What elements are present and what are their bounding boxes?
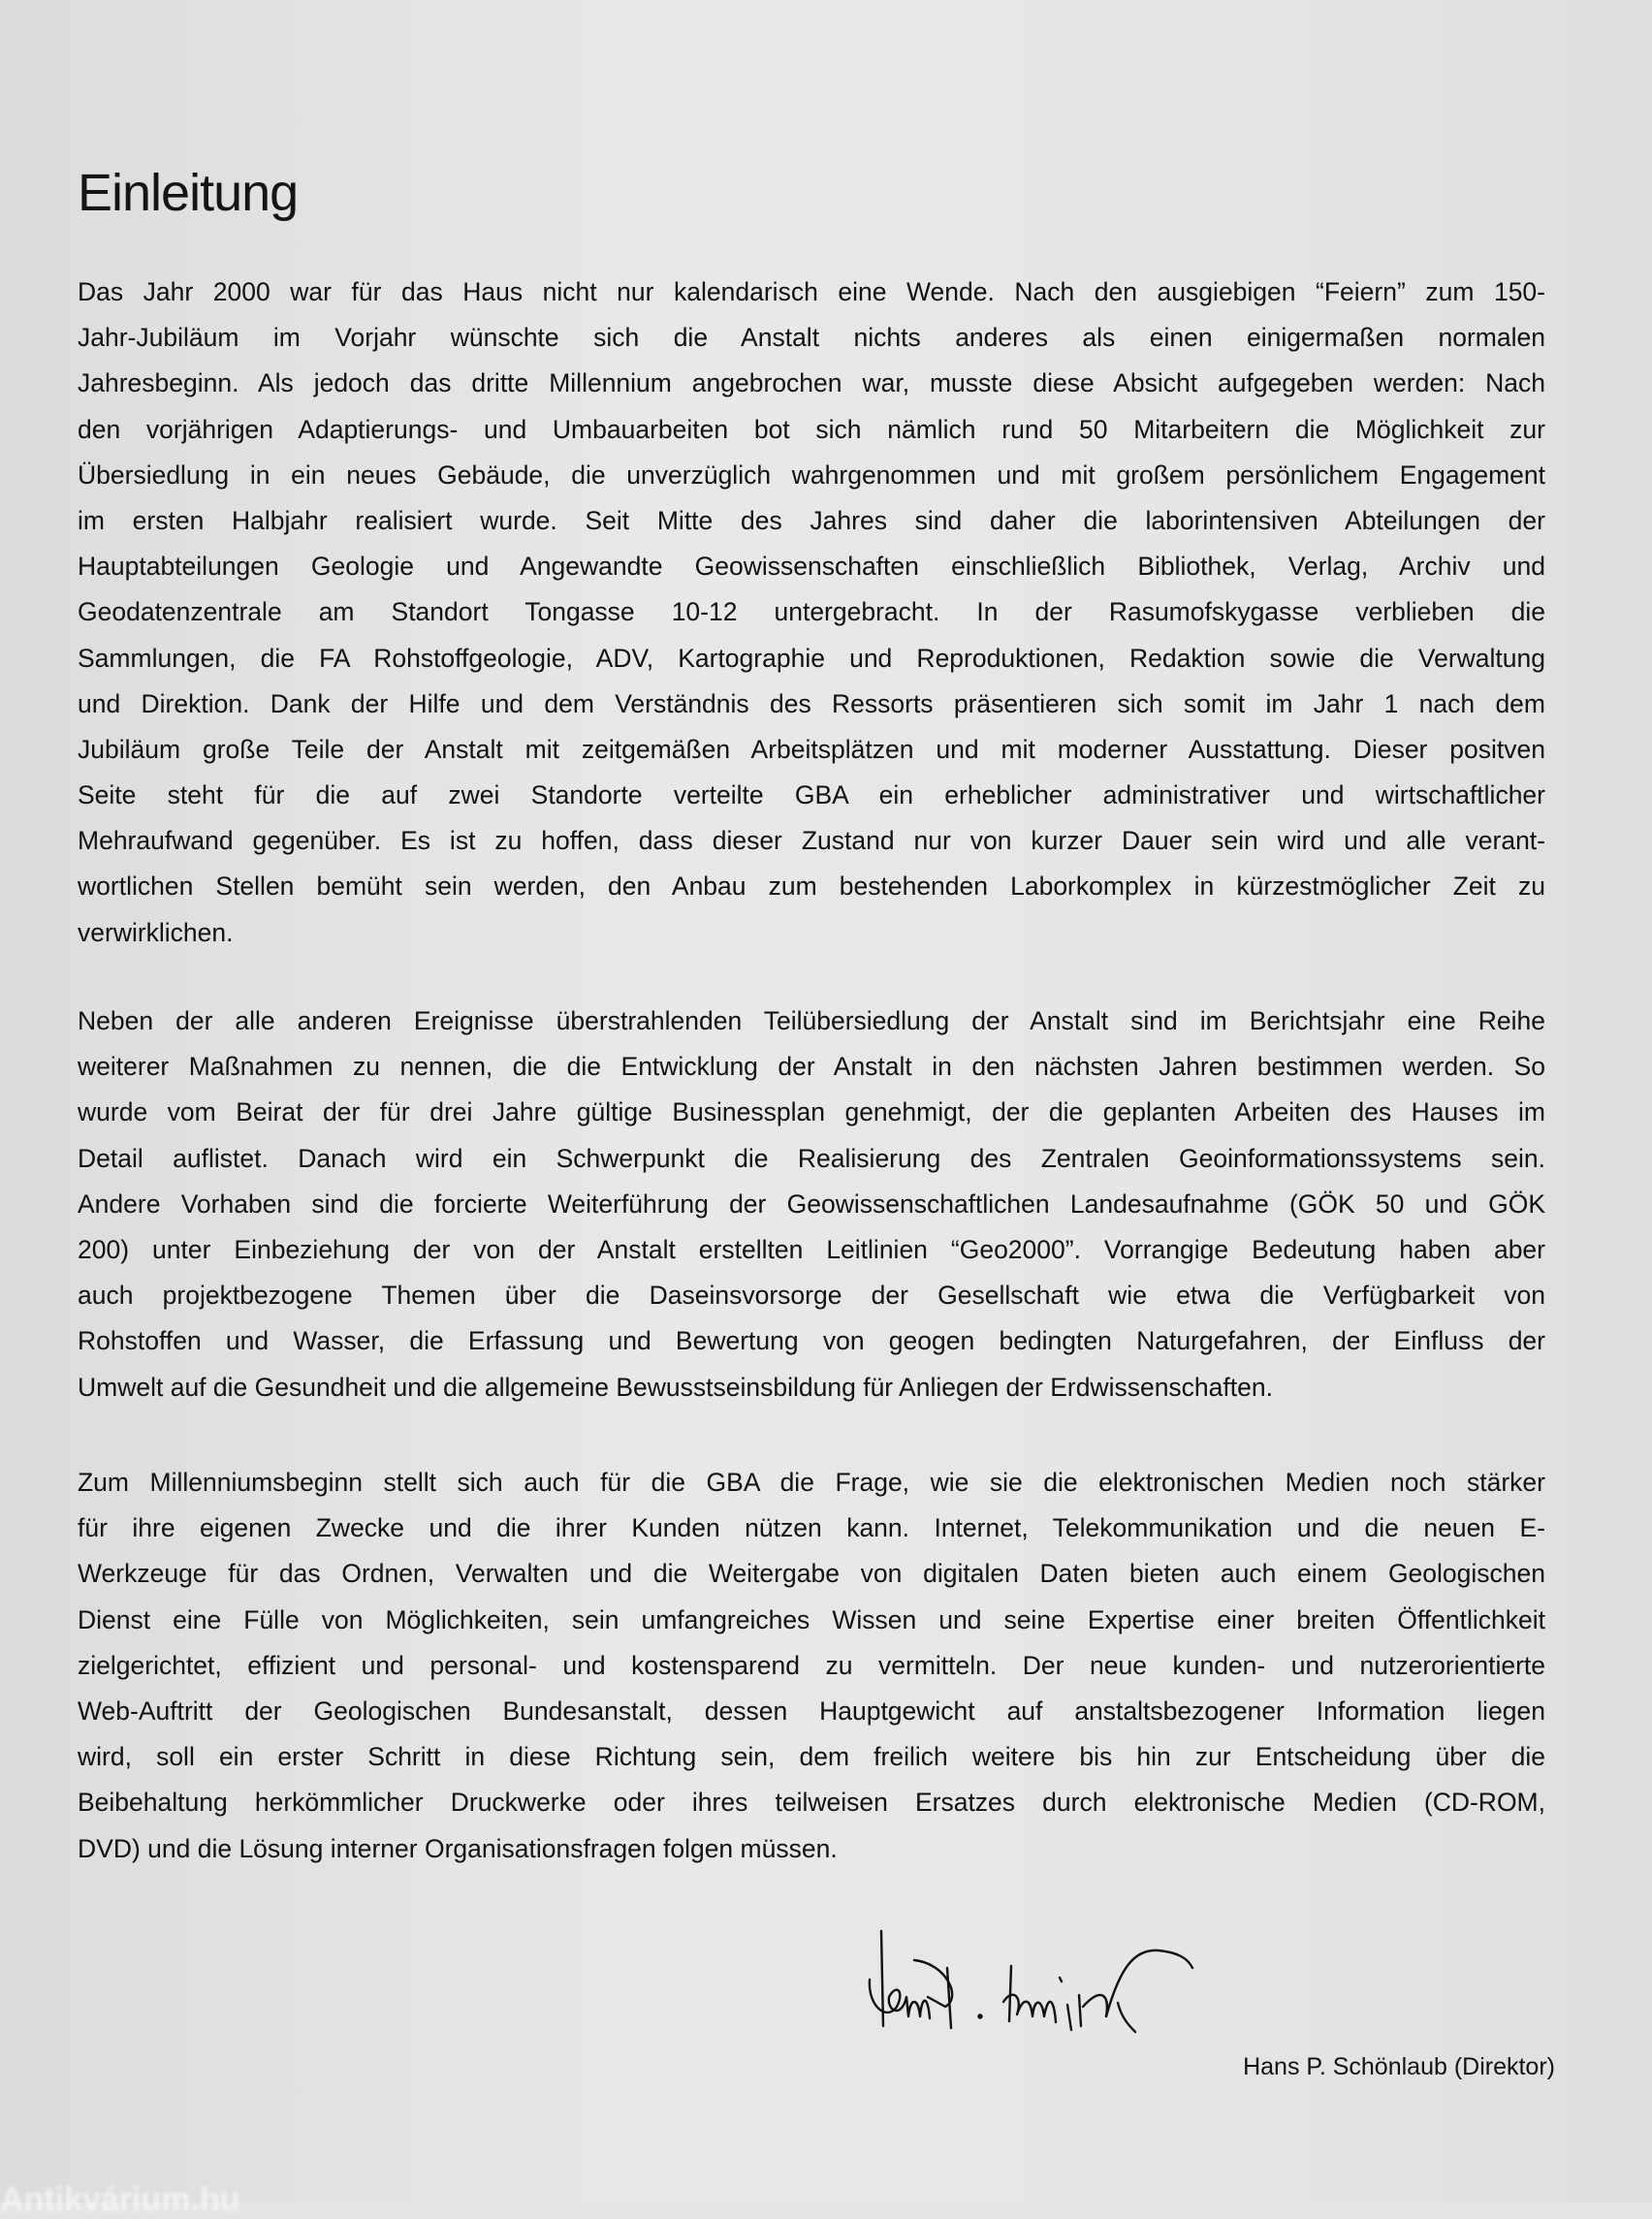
text-line: Andere Vorhaben sind die forcierte Weiterführung der Geowissenschaftlichen Landesaufnahme (GÖK 50 und GÖK: [78, 1189, 1545, 1219]
text-line: für ihre eigenen Zwecke und die ihrer Kunden nützen kann. Internet, Telekommunikation und die neuen E-: [78, 1513, 1545, 1543]
text-line: verwirklichen.: [78, 917, 234, 947]
text-line: Jubiläum große Teile der Anstalt mit zeitgemäßen Arbeitsplätzen und mit moderner Ausstattung. Dieser positven: [78, 734, 1545, 764]
text-line: Detail auflistet. Danach wird ein Schwerpunkt die Realisierung des Zentralen Geoinformationssystems sein.: [78, 1143, 1545, 1173]
text-line: Hauptabteilungen Geologie und Angewandte Geowissenschaften einschließlich Bibliothek, Verlag, Archiv und: [78, 552, 1545, 582]
watermark: Antikvárium.hu: [0, 2181, 240, 2218]
text-line: Umwelt auf die Gesundheit und die allgemeine Bewusstseinsbildung für Anliegen der Erdwissenschaften.: [78, 1372, 1273, 1402]
text-line: weiterer Maßnahmen zu nennen, die die Entwicklung der Anstalt in den nächsten Jahren bestimmen werden. So: [78, 1052, 1545, 1082]
text-line: wird, soll ein erster Schritt in diese Richtung sein, dem freilich weitere bis hin zur Entscheidung über die: [78, 1742, 1545, 1772]
text-line: DVD) und die Lösung interner Organisationsfragen folgen müssen.: [78, 1833, 838, 1863]
text-line: Neben der alle anderen Ereignisse überstrahlenden Teilübersiedlung der Anstalt sind im Berichtsjahr eine Reihe: [78, 1006, 1545, 1035]
text-line: wortlichen Stellen bemüht sein werden, den Anbau zum bestehenden Laborkomplex in kürzestmöglicher Zeit zu: [78, 872, 1545, 902]
text-line: 200) unter Einbeziehung der von der Anstalt erstellten Leitlinien “Geo2000”. Vorrangige Bedeutung haben aber: [78, 1234, 1545, 1264]
signatory-name: Hans P. Schönlaub (Direktor): [1243, 2053, 1555, 2080]
page-title: Einleitung: [78, 164, 299, 222]
text-line: Zum Millenniumsbeginn stellt sich auch für die GBA die Frage, wie sie die elektronischen Medien noch stärker: [78, 1468, 1545, 1497]
paragraph-3: [78, 1460, 1545, 1872]
text-line: Rohstoffen und Wasser, die Erfassung und Bewertung von geogen bedingten Naturgefahren, der Einfluss der: [78, 1326, 1545, 1356]
text-line: Geodatenzentrale am Standort Tongasse 10-12 untergebracht. In der Rasumofskygasse verblieben die: [78, 597, 1545, 627]
text-line: Werkzeuge für das Ordnen, Verwalten und die Weitergabe von digitalen Daten bieten auch einem Geologischen: [78, 1559, 1545, 1589]
paragraph-2: [78, 999, 1545, 1411]
paragraph-1: [78, 269, 1545, 956]
text-line: Web-Auftritt der Geologischen Bundesanstalt, dessen Hauptgewicht auf anstaltsbezogener Information liegen: [78, 1696, 1545, 1726]
text-line: Seite steht für die auf zwei Standorte verteilte GBA ein erheblicher administrativer und wirtschaftlicher: [78, 780, 1545, 810]
text-line: Jahresbeginn. Als jedoch das dritte Millennium angebrochen war, musste diese Absicht aufgegeben werden: Nach: [78, 368, 1545, 398]
text-line: wurde vom Beirat der für drei Jahre gültige Businessplan genehmigt, der die geplanten Arbeiten des Hauses im: [78, 1097, 1545, 1127]
text-line: Das Jahr 2000 war für das Haus nicht nur kalendarisch eine Wende. Nach den ausgiebigen “Feiern” zum 150-: [78, 277, 1545, 306]
text-line: Jahr-Jubiläum im Vorjahr wünschte sich die Anstalt nichts anderes als einen einigermaßen normalen: [78, 323, 1545, 353]
text-line: Übersiedlung in ein neues Gebäude, die unverzüglich wahrgenommen und mit großem persönlichem Engagement: [78, 460, 1545, 490]
text-line: Beibehaltung herkömmlicher Druckwerke oder ihres teilweisen Ersatzes durch elektronische Medien (CD-ROM,: [78, 1788, 1545, 1818]
text-line: auch projektbezogene Themen über die Daseinsvorsorge der Gesellschaft wie etwa die Verfügbarkeit von: [78, 1281, 1545, 1311]
text-line: im ersten Halbjahr realisiert wurde. Seit Mitte des Jahres sind daher die laborintensiven Abteilungen der: [78, 505, 1545, 535]
text-line: den vorjährigen Adaptierungs- und Umbauarbeiten bot sich nämlich rund 50 Mitarbeitern die Möglichkeit zur: [78, 414, 1545, 444]
text-line: Dienst eine Fülle von Möglichkeiten, sein umfangreiches Wissen und seine Expertise einer breiten Öffentlichkeit: [78, 1604, 1545, 1634]
text-line: Sammlungen, die FA Rohstoffgeologie, ADV, Kartographie und Reproduktionen, Redaktion sowie die Verwaltung: [78, 643, 1545, 673]
text-line: und Direktion. Dank der Hilfe und dem Verständnis des Ressorts präsentieren sich somit im Jahr 1 nach dem: [78, 688, 1545, 718]
handwritten-signature: [868, 1929, 1440, 2041]
text-line: zielgerichtet, effizient und personal- und kostensparend zu vermitteln. Der neue kunden- und nutzerorientierte: [78, 1650, 1545, 1680]
text-line: Mehraufwand gegenüber. Es ist zu hoffen, dass dieser Zustand nur von kurzer Dauer sein wird und alle verant-: [78, 826, 1545, 856]
